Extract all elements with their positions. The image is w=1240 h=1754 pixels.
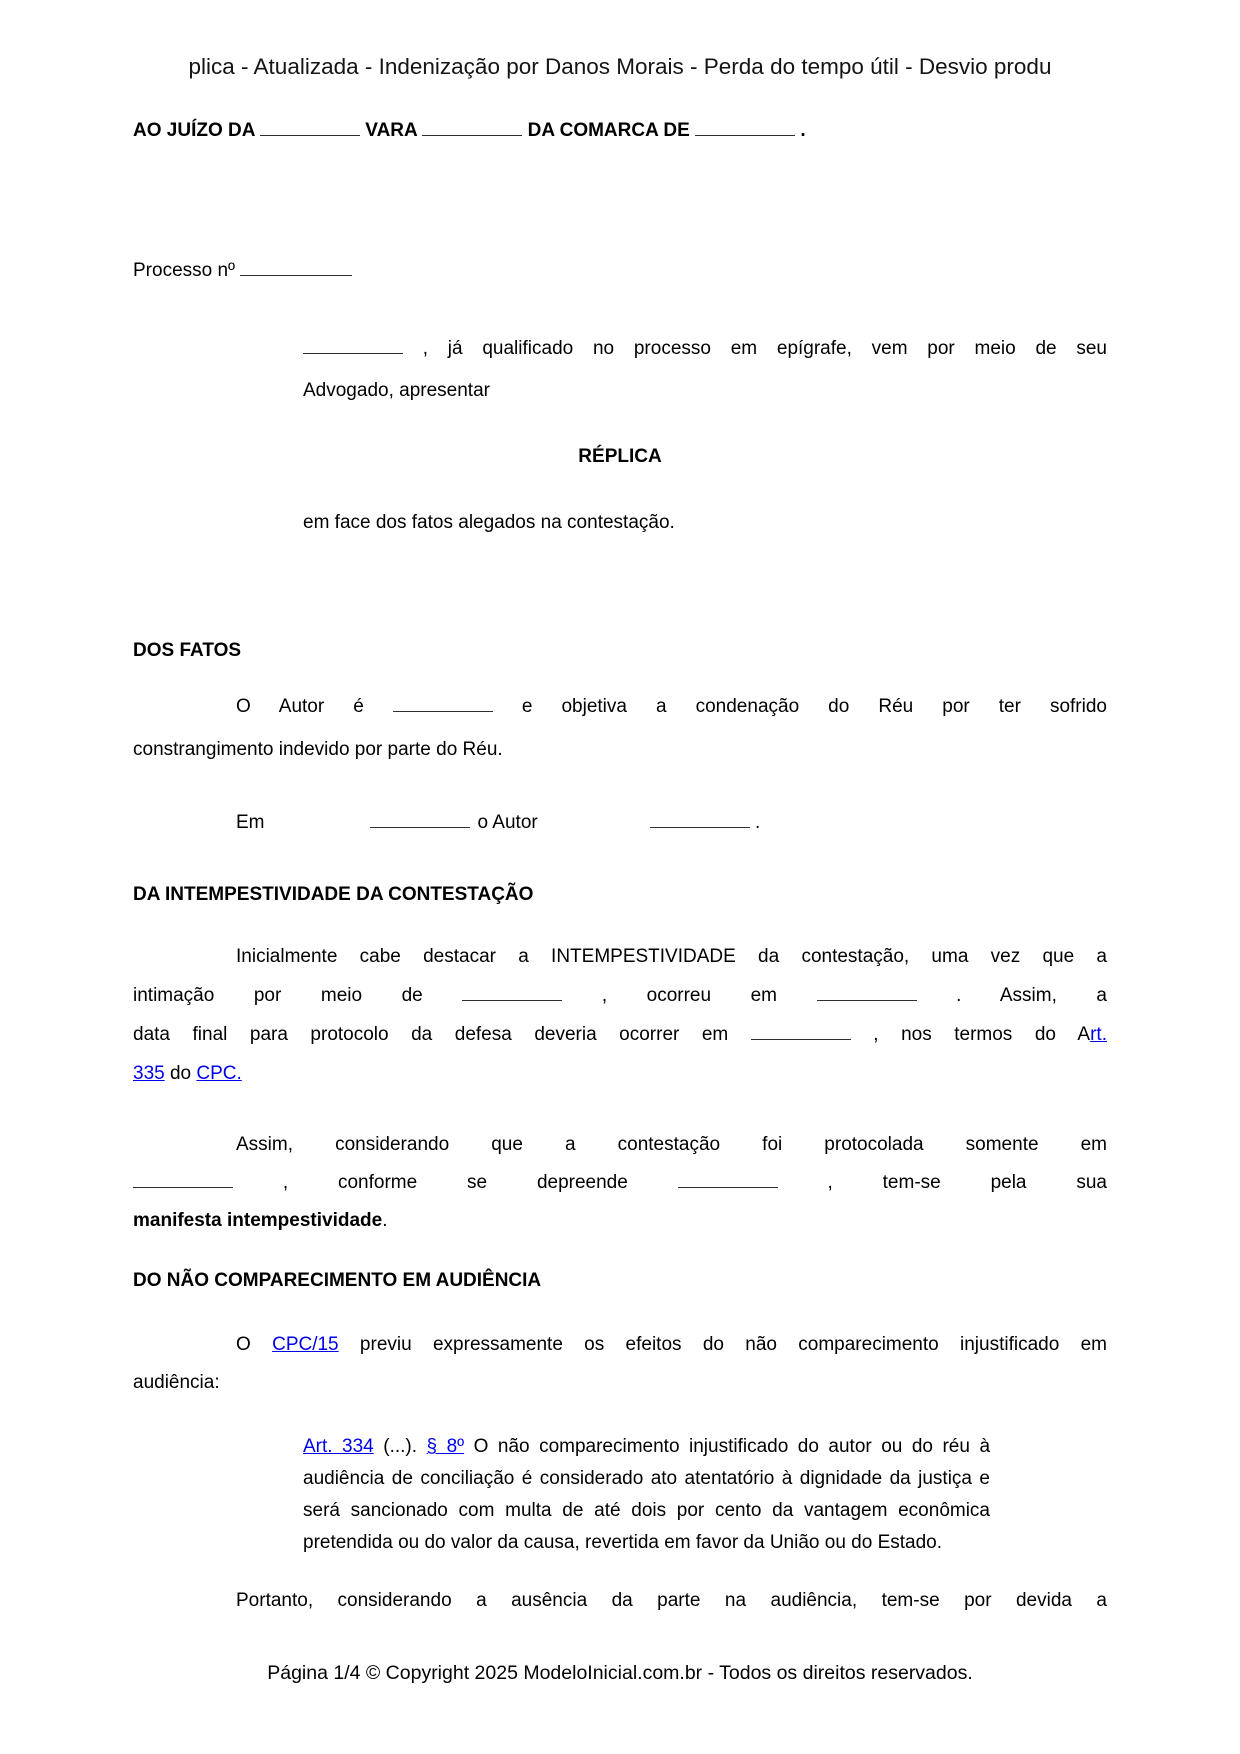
text: DOS FATOS	[133, 640, 242, 661]
page-footer: Página 1/4 © Copyright 2025 ModeloInicial.com.br - Todos os direitos reservados.	[267, 1662, 973, 1684]
blank-field	[462, 985, 562, 1001]
legal-reference-link[interactable]: Art. 334	[303, 1436, 374, 1457]
text: Advogado, apresentar	[303, 380, 490, 401]
cpc15-paragraph-line	[133, 1332, 1107, 1358]
text: .	[795, 120, 806, 141]
assim-paragraph-line	[133, 1170, 1107, 1196]
assim-paragraph-line	[133, 1208, 1107, 1234]
text: data final para protocolo da defesa deveria ocorrer em	[133, 1024, 751, 1045]
intempestividade-paragraph-line	[133, 983, 1107, 1009]
blank-field	[650, 812, 750, 828]
legal-reference-link[interactable]: § 8º	[426, 1436, 465, 1457]
text: audiência de conciliação é considerado ato atentatório à dignidade da justiça e	[303, 1468, 990, 1489]
legal-reference-link[interactable]: rt.	[1090, 1024, 1107, 1045]
text: será sancionado com multa de até dois por cento da vantagem econômica	[303, 1500, 990, 1521]
portanto-paragraph-line	[133, 1588, 1107, 1614]
art334-quote-line	[303, 1498, 990, 1524]
spacer	[265, 827, 370, 828]
text: do	[164, 1063, 197, 1084]
fatos-paragraph-line	[133, 694, 1107, 720]
heading-intempestividade	[133, 882, 1107, 908]
text: DA INTEMPESTIVIDADE DA CONTESTAÇÃO	[133, 884, 534, 905]
text: Processo nº	[133, 260, 241, 281]
em-line	[133, 810, 1107, 836]
document-title	[133, 444, 1107, 470]
spacer	[538, 827, 650, 828]
text: , nos termos do A	[850, 1024, 1091, 1045]
text: O Autor é	[236, 696, 393, 717]
document-title-line	[133, 444, 1107, 470]
text: Portanto, considerando a ausência da parte na audiência, tem-se por devida a	[236, 1590, 1107, 1611]
intempestividade-paragraph	[133, 944, 1107, 1100]
blank-field	[817, 985, 917, 1001]
blank-field	[303, 338, 403, 354]
process-number-line	[133, 258, 1107, 284]
bold-text: manifesta intempestividade	[133, 1210, 383, 1231]
fatos-paragraph	[133, 694, 1107, 780]
process-number	[133, 258, 1107, 284]
intempestividade-paragraph-line	[133, 1022, 1107, 1048]
intempestividade-paragraph-line	[133, 944, 1107, 970]
text: em face dos fatos alegados na contestação.	[303, 512, 675, 533]
heading-dos-fatos	[133, 638, 1107, 664]
cpc15-paragraph	[133, 1332, 1107, 1408]
blank-field	[422, 120, 522, 136]
text: pretendida ou do valor da causa, revertida em favor da União ou do Estado.	[303, 1532, 943, 1553]
blank-field	[240, 260, 352, 276]
art334-quote-line	[303, 1434, 990, 1460]
legal-reference-link[interactable]: 335	[133, 1063, 165, 1084]
assim-paragraph-line	[133, 1132, 1107, 1158]
heading-nao-comparecimento-line	[133, 1268, 1107, 1294]
art334-quote	[303, 1434, 990, 1562]
blank-field	[678, 1172, 778, 1188]
text: VARA	[360, 120, 423, 141]
text: Assim, considerando que a contestação foi protocolada somente em	[236, 1134, 1107, 1155]
text: audiência:	[133, 1372, 220, 1393]
text: , já qualificado no processo em epígrafe, vem por meio de seu	[403, 338, 1107, 359]
text: , tem-se pela sua	[777, 1172, 1107, 1193]
spacer	[470, 827, 478, 828]
blank-field	[370, 812, 470, 828]
text: , conforme se depreende	[233, 1172, 678, 1193]
art334-quote-line	[303, 1530, 990, 1556]
text: .	[382, 1210, 388, 1231]
text: , ocorreu em	[562, 985, 817, 1006]
portanto-paragraph	[133, 1588, 1107, 1614]
em-line-line	[133, 810, 1107, 836]
qualification-paragraph-line	[303, 336, 1107, 362]
in-face-line	[303, 510, 1107, 536]
in-face-line-line	[303, 510, 1107, 536]
heading-intempestividade-line	[133, 882, 1107, 908]
heading-nao-comparecimento	[133, 1268, 1107, 1294]
page-title: plica - Atualizada - Indenização por Danos Morais - Perda do tempo útil - Desvio produ	[188, 54, 1052, 79]
blank-field	[133, 1172, 233, 1188]
text: O não comparecimento injustificado do autor ou do réu à	[464, 1436, 991, 1457]
qualification-paragraph	[303, 336, 1107, 420]
text: RÉPLICA	[578, 446, 662, 467]
qualification-paragraph-line	[303, 378, 1107, 404]
text: Em	[236, 812, 265, 833]
assim-paragraph	[133, 1132, 1107, 1246]
blank-field	[393, 696, 493, 712]
text: o Autor	[477, 812, 538, 833]
text: previu expressamente os efeitos do não comparecimento injustificado em	[338, 1334, 1107, 1355]
text: O	[236, 1334, 273, 1355]
text: Inicialmente cabe destacar a INTEMPESTIVIDADE da contestação, uma vez que a	[236, 946, 1107, 967]
art334-quote-line	[303, 1466, 990, 1492]
text: . Assim, a	[916, 985, 1107, 1006]
intempestividade-paragraph-line	[133, 1061, 1107, 1087]
heading-dos-fatos-line	[133, 638, 1107, 664]
fatos-paragraph-line	[133, 737, 1107, 763]
blank-field	[695, 120, 795, 136]
text: constrangimento indevido por parte do Réu.	[133, 739, 503, 760]
legal-reference-link[interactable]: CPC.	[196, 1063, 242, 1084]
text: intimação por meio de	[133, 985, 463, 1006]
text: (...).	[373, 1436, 427, 1457]
text: AO JUÍZO DA	[133, 120, 261, 141]
text: DA COMARCA DE	[522, 120, 696, 141]
cpc15-paragraph-line	[133, 1370, 1107, 1396]
text: DO NÃO COMPARECIMENTO EM AUDIÊNCIA	[133, 1270, 542, 1291]
legal-reference-link[interactable]: CPC/15	[272, 1334, 339, 1355]
court-heading	[133, 118, 1107, 144]
court-heading-line	[133, 118, 1107, 144]
text: e objetiva a condenação do Réu por ter sofrido	[492, 696, 1107, 717]
blank-field	[751, 1024, 851, 1040]
text: .	[749, 812, 761, 833]
blank-field	[260, 120, 360, 136]
